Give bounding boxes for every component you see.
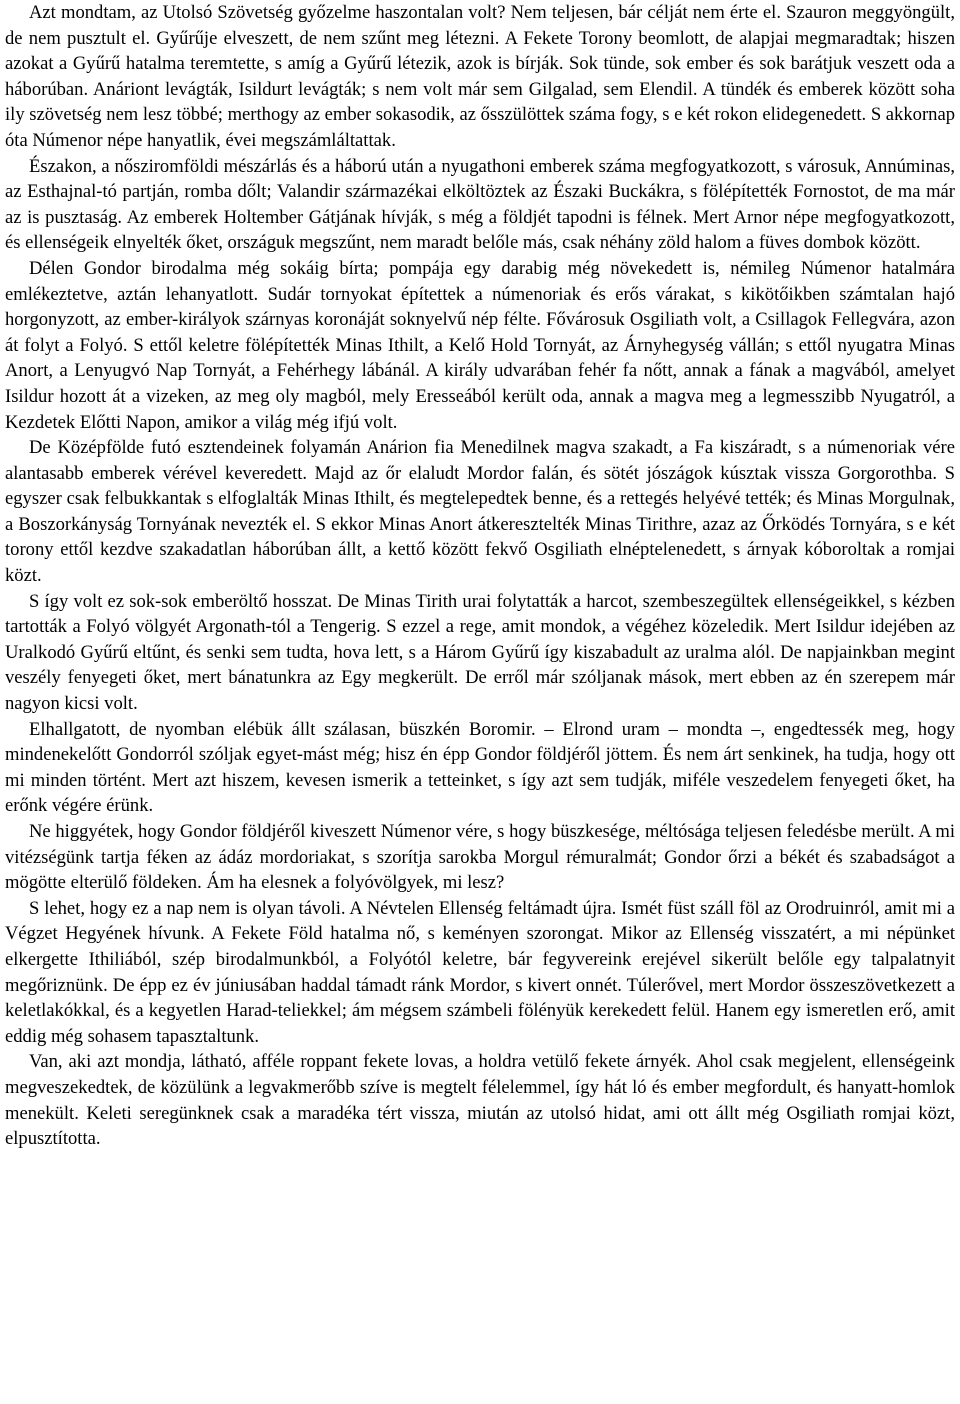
- paragraph-5: S így volt ez sok-sok emberöltő hosszat. De Minas Tirith urai folytatták a harcot, szembeszegültek ellenségeikkel, s kézben tartották a Folyó völgyét Argonath-tól a Tengerig. S ezzel a rege, amit mondok, a végéhez közeledik. Mert Isildur idejében az Uralkodó Gyűrű eltűnt, és senki sem tudta, hova lett, s a Három Gyűrű így kiszabadult az uralma alól. De napjainkban megint veszély fenyegeti őket, mert bánatunkra az Egy megkerült. De erről már szóljanak mások, mert ebben az én szerepem már nagyon kicsi volt.: [5, 590, 955, 715]
- paragraph-9: Van, aki azt mondja, látható, afféle roppant fekete lovas, a holdra vetülő fekete árnyék. Ahol csak megjelent, ellenségeink megveszekedtek, de közülünk a legvakmerőbb szíve is megtelt félelemmel, így hát ló és ember megfordult, és hanyatt-homlok menekült. Keleti seregünknek csak a maradéka tért vissza, miután az utolsó hidat, ami ott állt még Osgiliath romjai közt, elpusztította.: [5, 1051, 955, 1150]
- paragraph-3: Délen Gondor birodalma még sokáig bírta; pompája egy darabig még növekedett is, némileg Númenor hatalmára emlékeztetve, aztán lehanyatlott. Sudár tornyokat építettek a númenoriak és erős várakat, s kikötőikben számtalan hajó horgonyzott, az ember-királyok szárnyas koronáját soknyelvű nép félte. Fővárosuk Osgiliath volt, a Csillagok Fellegvára, azon át folyt a Folyó. S ettől keletre fölépítették Minas Ithilt, a Kelő Hold Tornyát, az Árnyhegység vállán; s ettől nyugatra Minas Anort, a Lenyugvó Nap Tornyát, a Fehérhegy lábánál. A király udvarában fehér fa nőtt, annak a fának a magvából, amelyet Isildur hozott át a vizeken, az meg oly magból, mely Eresseából került oda, annak a magva meg a legmesszibb Nyugatról, a Kezdetek Előtti Napon, amikor a világ még ifjú volt.: [5, 257, 955, 433]
- document-page: [5, 0, 955, 1152]
- paragraph-4: De Középfölde futó esztendeinek folyamán Anárion fia Menedilnek magva szakadt, a Fa kiszáradt, s a númenoriak vére alantasabb emberek vérével keveredett. Majd az őr elaludt Mordor falán, és sötét jószágok kúsztak vissza Gorgorothba. S egyszer csak felbukkantak s elfoglalták Minas Ithilt, és megtelepedtek benne, és a rettegés helyévé tették; és Minas Morgulnak, a Boszorkányság Tornyának nevezték el. S ekkor Minas Anort átkeresztelték Minas Tirithre, azaz az Őrködés Tornyára, s e két torony ettől kezdve szakadatlan háborúban állt, a kettő között fekvő Osgiliath elnéptelenedett, s árnyak kóboroltak a romjai közt.: [5, 437, 955, 587]
- paragraph-7: Ne higgyétek, hogy Gondor földjéről kiveszett Númenor vére, s hogy büszkesége, méltósága teljesen feledésbe merült. A mi vitézségünk tartja féken az ádáz mordoriakat, s szorítja sarokba Morgul rémuralmát; Gondor őrzi a békét és szabadságot a mögötte elterülő földeken. Ám ha elesnek a folyóvölgyek, mi lesz?: [5, 821, 955, 894]
- paragraph-8: S lehet, hogy ez a nap nem is olyan távoli. A Névtelen Ellenség feltámadt újra. Ismét füst száll föl az Orodruinról, amit mi a Végzet Hegyének hívunk. A Fekete Föld hatalma nő, s keményen szorongat. Mikor az Ellenség visszatért, a mi népünket elkergette Ithiliából, szép birodalmunkból, a Folyótól keletre, bár fegyvereink erejével sikerült belőle egy talpalatnyit megőriznünk. De épp ez év júniusában haddal támadt ránk Mordor, s kivert onnét. Túlerővel, mert Mordor összeszövetkezett a keletlakókkal, és a kegyetlen Harad-teliekkel; ám mégsem számbeli fölényük kerekedett felül. Hanem egy ismeretlen erő, amit eddig még sohasem tapasztaltunk.: [5, 897, 955, 1047]
- paragraph-2: Északon, a nősziromföldi mészárlás és a háború után a nyugathoni emberek száma megfogyatkozott, s városuk, Annúminas, az Esthajnal-tó partján, romba dőlt; Valandir származékai elköltöztek az Északi Buckákra, s fölépítették Fornostot, de ma már az is pusztaság. Az emberek Holtember Gátjának hívják, s még a földjét tapodni is félnek. Mert Arnor népe megfogyatkozott, és ellenségeik elnyelték őket, országuk megszűnt, nem maradt belőle más, csak néhány zöld halom a füves dombok között.: [5, 155, 955, 254]
- paragraph-6: Elhallgatott, de nyomban elébük állt szálasan, büszkén Boromir. – Elrond uram – mondta –, engedtessék meg, hogy mindenekelőtt Gondorról szóljak egyet-mást még; hisz én épp Gondor földjéről jöttem. És nem árt senkinek, ha tudja, hogy ott mi minden történt. Mert azt hiszem, kevesen ismerik a tetteinket, s így azt sem tudják, miféle veszedelem fenyegeti őket, ha erőnk végére érünk.: [5, 718, 955, 817]
- paragraph-1: Azt mondtam, az Utolsó Szövetség győzelme haszontalan volt? Nem teljesen, bár célját nem érte el. Szauron meggyöngült, de nem pusztult el. Gyűrűje elveszett, de nem szűnt meg létezni. A Fekete Torony beomlott, de alapjai megmaradtak; hiszen azokat a Gyűrű hatalma teremtette, s amíg a Gyűrű létezik, azok is bírják. Sok tünde, sok ember és sok barátjuk veszett oda a háborúban. Anáriont levágták, Isildurt levágták; s nem volt már sem Gilgalad, sem Elendil. A tündék és emberek között soha ily szövetség nem lesz többé; merthogy az ember sokasodik, az ősszülöttek száma fogy, s e két rokon elidegenedett. S akkornap óta Númenor népe hanyatlik, évei megszámláltattak.: [5, 2, 955, 151]
